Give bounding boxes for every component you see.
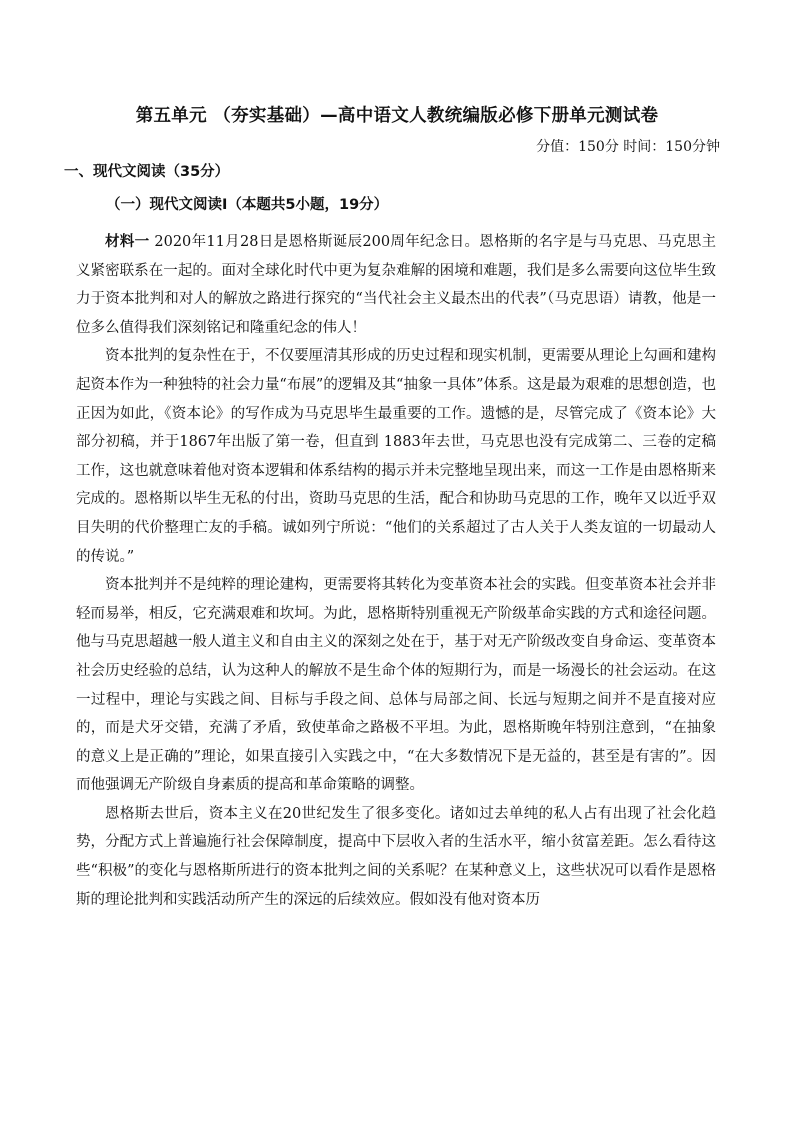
section-heading: 一、现代文阅读（35分） (64, 164, 230, 180)
subsection-heading: （一）现代文阅读Ⅰ（本题共5小题，19分） (106, 197, 389, 213)
article-body (76, 228, 716, 914)
paragraph (76, 228, 716, 342)
paragraph (76, 342, 716, 571)
paragraph-text: 2020年11月28日是恩格斯诞辰200周年纪念日。恩格斯的名字是与马克思、马克思主义紧密联系在一起的。面对全球化时代中更为复杂难解的困境和难题，我们是多么需要向这位毕生致力于资本批判和对人的解放之路进行探究的“当代社会主义最杰出的代表”（马克思语）请教，他是一位多么值得我们深刻铭记和隆重纪念的伟人！ (76, 234, 717, 336)
score-time-info: 分值：150分 时间：150分钟 (536, 139, 720, 155)
paragraph-text: 恩格斯去世后，资本主义在20世纪发生了很多变化。诸如过去单纯的私人占有出现了社会化趋势，分配方式上普遍施行社会保障制度，提高中下层收入者的生活水平，缩小贫富差距。怎么看待这些“积极”的变化与恩格斯所进行的资本批判之间的关系呢？在某种意义上，这些状况可以看作是恩格斯的理论批判和实践活动所产生的深远的后续效应。假如没有他对资本历 (76, 805, 716, 908)
paragraph (76, 571, 716, 800)
document-title: 第五单元 （夯实基础）—高中语文人教统编版必修下册单元测试卷 (135, 106, 659, 126)
paragraph (76, 800, 716, 914)
paragraph-text: 资本批判并不是纯粹的理论建构，更需要将其转化为变革资本社会的实践。但变革资本社会并非轻而易举，相反，它充满艰难和坎坷。为此，恩格斯特别重视无产阶级革命实践的方式和途径问题。他与马克思超越一般人道主义和自由主义的深刻之处在于，基于对无产阶级改变自身命运、变革资本社会历史经验的总结，认为这种人的解放不是生命个体的短期行为，而是一场漫长的社会运动。在这一过程中，理论与实践之间、目标与手段之间、总体与局部之间、长远与短期之间并不是直接对应的，而是犬牙交错，充满了矛盾，致使革命之路极不平坦。为此，恩格斯晚年特别注意到，“在抽象的意义上是正确的”理论，如果直接引入实践之中，“在大多数情况下是无益的，甚至是有害的”。因而他强调无产阶级自身素质的提高和革命策略的调整。 (76, 577, 716, 794)
material-label: 材料一 (105, 234, 150, 250)
paragraph-text: 资本批判的复杂性在于，不仅要厘清其形成的历史过程和现实机制，更需要从理论上勾画和建构起资本作为一种独特的社会力量“布展”的逻辑及其“抽象一具体”体系。这是最为艰难的思想创造，也正因为如此，《资本论》的写作成为马克思毕生最重要的工作。遗憾的是，尽管完成了《资本论》大部分初稿，并于1867年出版了第一卷，但直到 1883年去世，马克思也没有完成第二、三卷的定稿工作，这也就意味着他对资本逻辑和体系结构的揭示并未完整地呈现出来，而这一工作是由恩格斯来完成的。恩格斯以毕生无私的付出，资助马克思的生活，配合和协助马克思的工作，晚年又以近乎双目失明的代价整理亡友的手稿。诚如列宁所说：“他们的关系超过了古人关于人类友谊的一切最动人的传说。” (76, 348, 716, 565)
